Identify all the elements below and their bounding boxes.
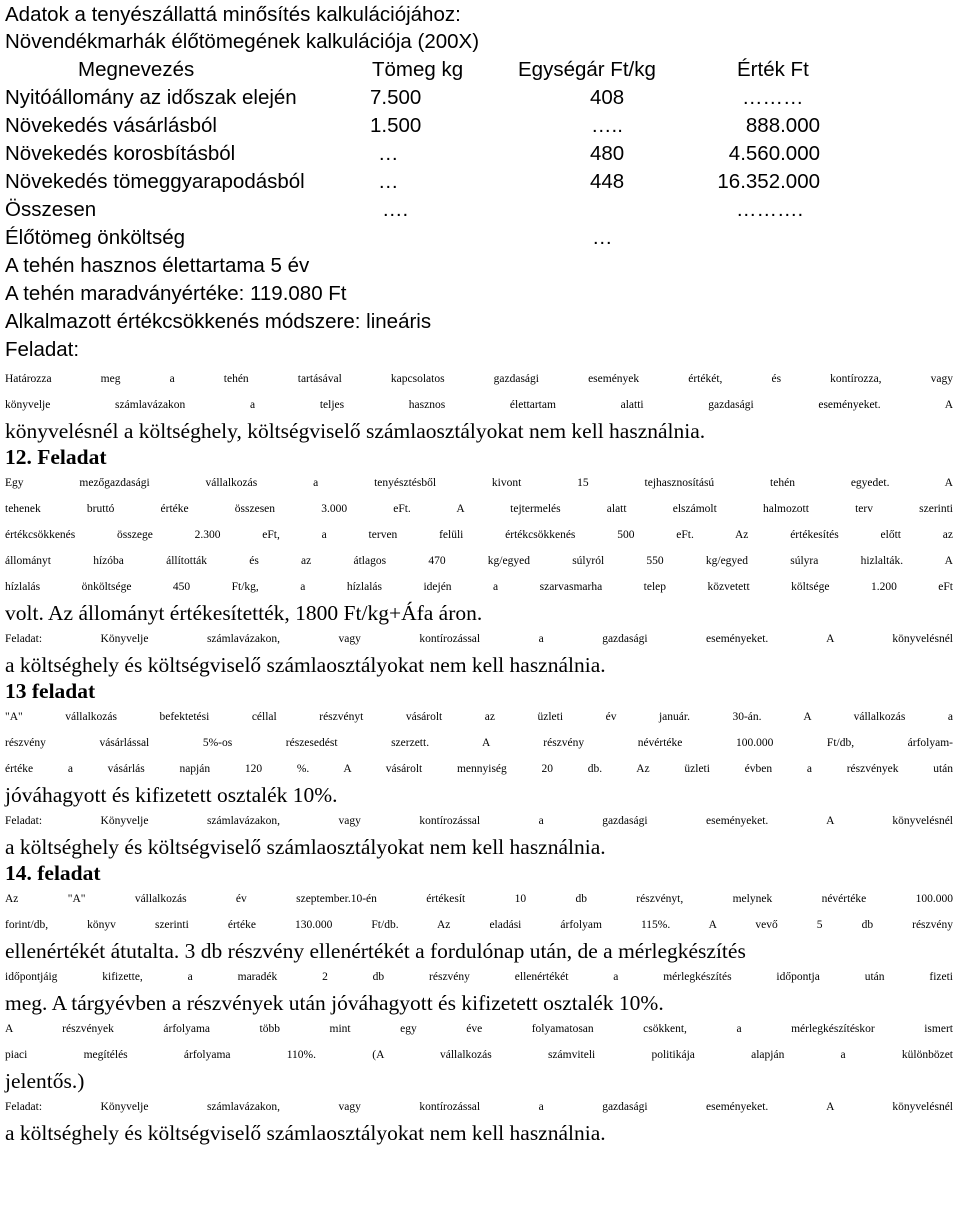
paragraph-line: forint/db, könyv szerinti értéke 130.000 Ft/db. Az eladási árfolyam 115%. A vevő 5 db részvény — [5, 919, 953, 931]
row-name: Összesen — [5, 198, 97, 221]
paragraph-line: Feladat: Könyvelje számlavázakon, vagy kontírozással a gazdasági eseményeket. A könyvelésnél — [5, 815, 953, 827]
task12-heading: 12. Feladat — [5, 445, 107, 469]
cow-residual-value: A tehén maradványértéke: 119.080 Ft — [5, 282, 347, 305]
col-header-name: Megnevezés — [78, 58, 195, 81]
paragraph-line: Az "A" vállalkozás év szeptember.10-én értékesít 10 db részvényt, melynek névértéke 100.000 — [5, 893, 953, 905]
paragraph-line: Egy mezőgazdasági vállalkozás a tenyésztésből kivont 15 tejhasznosítású tehén egyedet. A — [5, 477, 953, 489]
row-price: 480 — [590, 142, 625, 165]
row-price: ….. — [591, 114, 623, 137]
paragraph-line: időpontjáig kifizette, a maradék 2 db részvény ellenértékét a mérlegkészítés időpontja után fizeti — [5, 971, 953, 983]
paragraph-line: könyvelje számlavázakon a teljes hasznos élettartam alatti gazdasági eseményeket. A — [5, 399, 953, 411]
col-header-price: Egységár Ft/kg — [518, 58, 656, 81]
paragraph-line: jelentős.) — [5, 1069, 85, 1093]
row-mass: … — [378, 142, 399, 165]
row-value: 888.000 — [745, 114, 820, 137]
task-label: Feladat: — [5, 338, 80, 361]
row-name: Növekedés vásárlásból — [5, 114, 217, 137]
col-header-value: Érték Ft — [737, 58, 809, 81]
paragraph-line: tehenek bruttó értéke összesen 3.000 eFt. A tejtermelés alatt elszámolt halmozott terv szerinti — [5, 503, 953, 515]
col-header-mass: Tömeg kg — [372, 58, 464, 81]
depreciation-method: Alkalmazott értékcsökkenés módszere: lineáris — [5, 310, 432, 333]
paragraph-line: Feladat: Könyvelje számlavázakon, vagy kontírozással a gazdasági eseményeket. A könyvelésnél — [5, 633, 953, 645]
row-value: ………. — [736, 198, 804, 221]
row-price: 408 — [590, 86, 625, 109]
row-name: Élőtömeg önköltség — [5, 226, 186, 249]
paragraph-line: értékcsökkenés összege 2.300 eFt, a terven felüli értékcsökkenés 500 eFt. Az értékesítés előtt az — [5, 529, 953, 541]
paragraph-line: ellenértékét átutalta. 3 db részvény ellenértékét a fordulónap után, de a mérlegkészítés — [5, 939, 746, 963]
row-name: Növekedés tömeggyarapodásból — [5, 170, 305, 193]
paragraph-line: jóváhagyott és kifizetett osztalék 10%. — [5, 783, 338, 807]
paragraph-line: a költséghely és költségviselő számlaosztályokat nem kell használnia. — [5, 835, 606, 859]
row-price: 448 — [590, 170, 625, 193]
paragraph-line: értéke a vásárlás napján 120 %. A vásárolt mennyiség 20 db. Az üzleti évben a részvények után — [5, 763, 953, 775]
paragraph-line: Határozza meg a tehén tartásával kapcsolatos gazdasági események értékét, és kontírozza, vagy — [5, 373, 953, 385]
task14-heading: 14. feladat — [5, 861, 101, 885]
paragraph-line: "A" vállalkozás befektetési céllal részvényt vásárolt az üzleti év január. 30-án. A vállalkozás a — [5, 711, 953, 723]
calc-title: Növendékmarhák élőtömegének kalkulációja (200X) — [5, 30, 480, 53]
row-mass: 1.500 — [370, 114, 422, 137]
paragraph-line: hízlalás önköltsége 450 Ft/kg, a hízlalás idején a szarvasmarha telep közvetett költsége 1.200 eFt — [5, 581, 953, 593]
paragraph-line: piaci megítélés árfolyama 110%. (A vállalkozás számviteli politikája alapján a különbözet — [5, 1049, 953, 1061]
cow-lifespan: A tehén hasznos élettartama 5 év — [5, 254, 310, 277]
paragraph-line: volt. Az állományt értékesítették, 1800 Ft/kg+Áfa áron. — [5, 601, 483, 625]
paragraph-line: részvény vásárlással 5%-os részesedést szerzett. A részvény névértéke 100.000 Ft/db, árfolyam- — [5, 737, 953, 749]
row-mass: 7.500 — [370, 86, 422, 109]
row-mass: …. — [382, 198, 409, 221]
paragraph-line: állományt hízóba állították és az átlagos 470 kg/egyed súlyról 550 kg/egyed súlyra hizlalták. A — [5, 555, 953, 567]
row-name: Növekedés korosbításból — [5, 142, 236, 165]
paragraph-line: Feladat: Könyvelje számlavázakon, vagy kontírozással a gazdasági eseményeket. A könyvelésnél — [5, 1101, 953, 1113]
task13-heading: 13 feladat — [5, 679, 96, 703]
paragraph-line: a költséghely és költségviselő számlaosztályokat nem kell használnia. — [5, 1121, 606, 1145]
paragraph-line: könyvelésnél a költséghely, költségviselő számlaosztályokat nem kell használnia. — [5, 419, 706, 443]
row-price: … — [592, 226, 613, 249]
doc-heading: Adatok a tenyészállattá minősítés kalkulációjához: — [5, 3, 461, 26]
paragraph-line: meg. A tárgyévben a részvények után jóváhagyott és kifizetett osztalék 10%. — [5, 991, 664, 1015]
row-mass: … — [378, 170, 399, 193]
row-value: 16.352.000 — [717, 170, 820, 193]
row-value: ……… — [742, 86, 804, 109]
paragraph-line: A részvények árfolyama több mint egy éve folyamatosan csökkent, a mérlegkészítéskor ismert — [5, 1023, 953, 1035]
paragraph-line: a költséghely és költségviselő számlaosztályokat nem kell használnia. — [5, 653, 606, 677]
row-name: Nyitóállomány az időszak elején — [5, 86, 297, 109]
row-value: 4.560.000 — [728, 142, 820, 165]
